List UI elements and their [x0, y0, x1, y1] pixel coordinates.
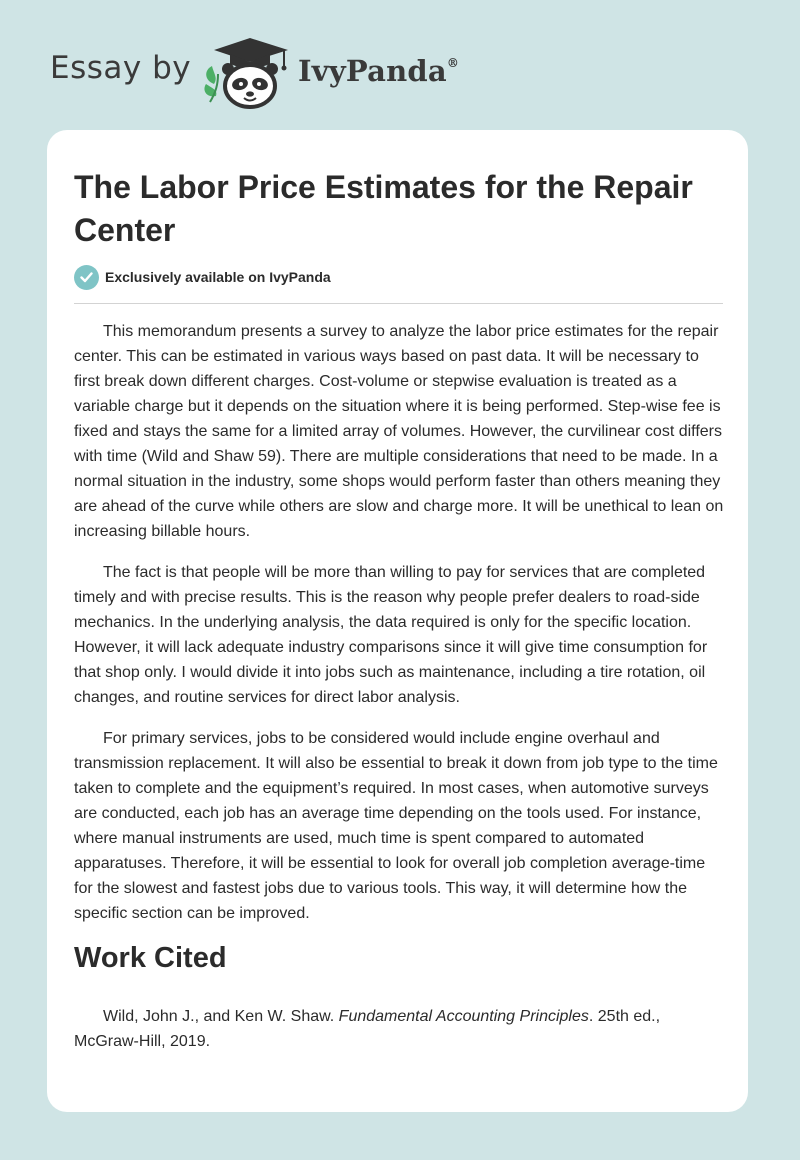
- exclusive-badge-label: Exclusively available on IvyPanda: [105, 269, 331, 285]
- citation-details: . 25th ed., McGraw-Hill, 2019.: [74, 1008, 661, 1050]
- essay-title: The Labor Price Estimates for the Repair Center: [74, 169, 693, 248]
- body-paragraph: The fact is that people will be more than willing to pay for services that are completed timely and with precise results. This is the reason why people prefer dealers to road-side mechanics. In the underlying analysis, the data required is only for the specific location. However, it will lack adequate industry comparisons since it will give time consumption for that shop only. I would divide it into jobs such as maintenance, including a tire rotation, oil changes, and routine services for direct labor analysis.: [74, 564, 708, 706]
- citation-book-title: Fundamental Accounting Principles: [338, 1008, 589, 1025]
- essay-card: [47, 130, 748, 1112]
- citation-entry: [74, 1004, 724, 1054]
- divider: [74, 303, 723, 304]
- check-circle-icon: [74, 265, 99, 290]
- works-cited-heading: Work Cited: [74, 942, 227, 974]
- site-header: [0, 0, 800, 125]
- citation-authors: Wild, John J., and Ken W. Shaw.: [103, 1008, 339, 1025]
- brand-name: [298, 54, 459, 88]
- essay-by-label: Essay by: [50, 50, 192, 86]
- exclusive-badge: [74, 264, 331, 290]
- body-paragraph: This memorandum presents a survey to analyze the labor price estimates for the repair center. This can be estimated in various ways based on past data. It will be necessary to first break down different charges. Cost-volume or stepwise evaluation is treated as a variable charge but it depends on the situation where it is being performed. Step-wise fee is fixed and stays the same for a limited array of volumes. However, the curvilinear cost differs with time (Wild and Shaw 59). There are multiple considerations that need to be made. In a normal situation in the industry, some shops would perform faster than others meaning they are ahead of the curve while others are slow and charge more. It will be unethical to lean on increasing billable hours.: [74, 323, 724, 540]
- registered-mark: ®: [446, 56, 460, 70]
- brand-name-text: IvyPanda: [298, 54, 447, 88]
- essay-body: [74, 319, 724, 942]
- body-paragraph: For primary services, jobs to be considered would include engine overhaul and transmission replacement. It will also be essential to break it down from job type to the time taken to complete and the equipment’s required. In most cases, when automotive surveys are conducted, each job has an average time depending on the tools used. For instance, where manual instruments are used, much time is spent compared to automated apparatuses. Therefore, it will be essential to look for overall job completion average-time for the slowest and fastest jobs due to various tools. This way, it will determine how the specific section can be improved.: [74, 730, 718, 922]
- panda-logo-icon[interactable]: [200, 36, 292, 110]
